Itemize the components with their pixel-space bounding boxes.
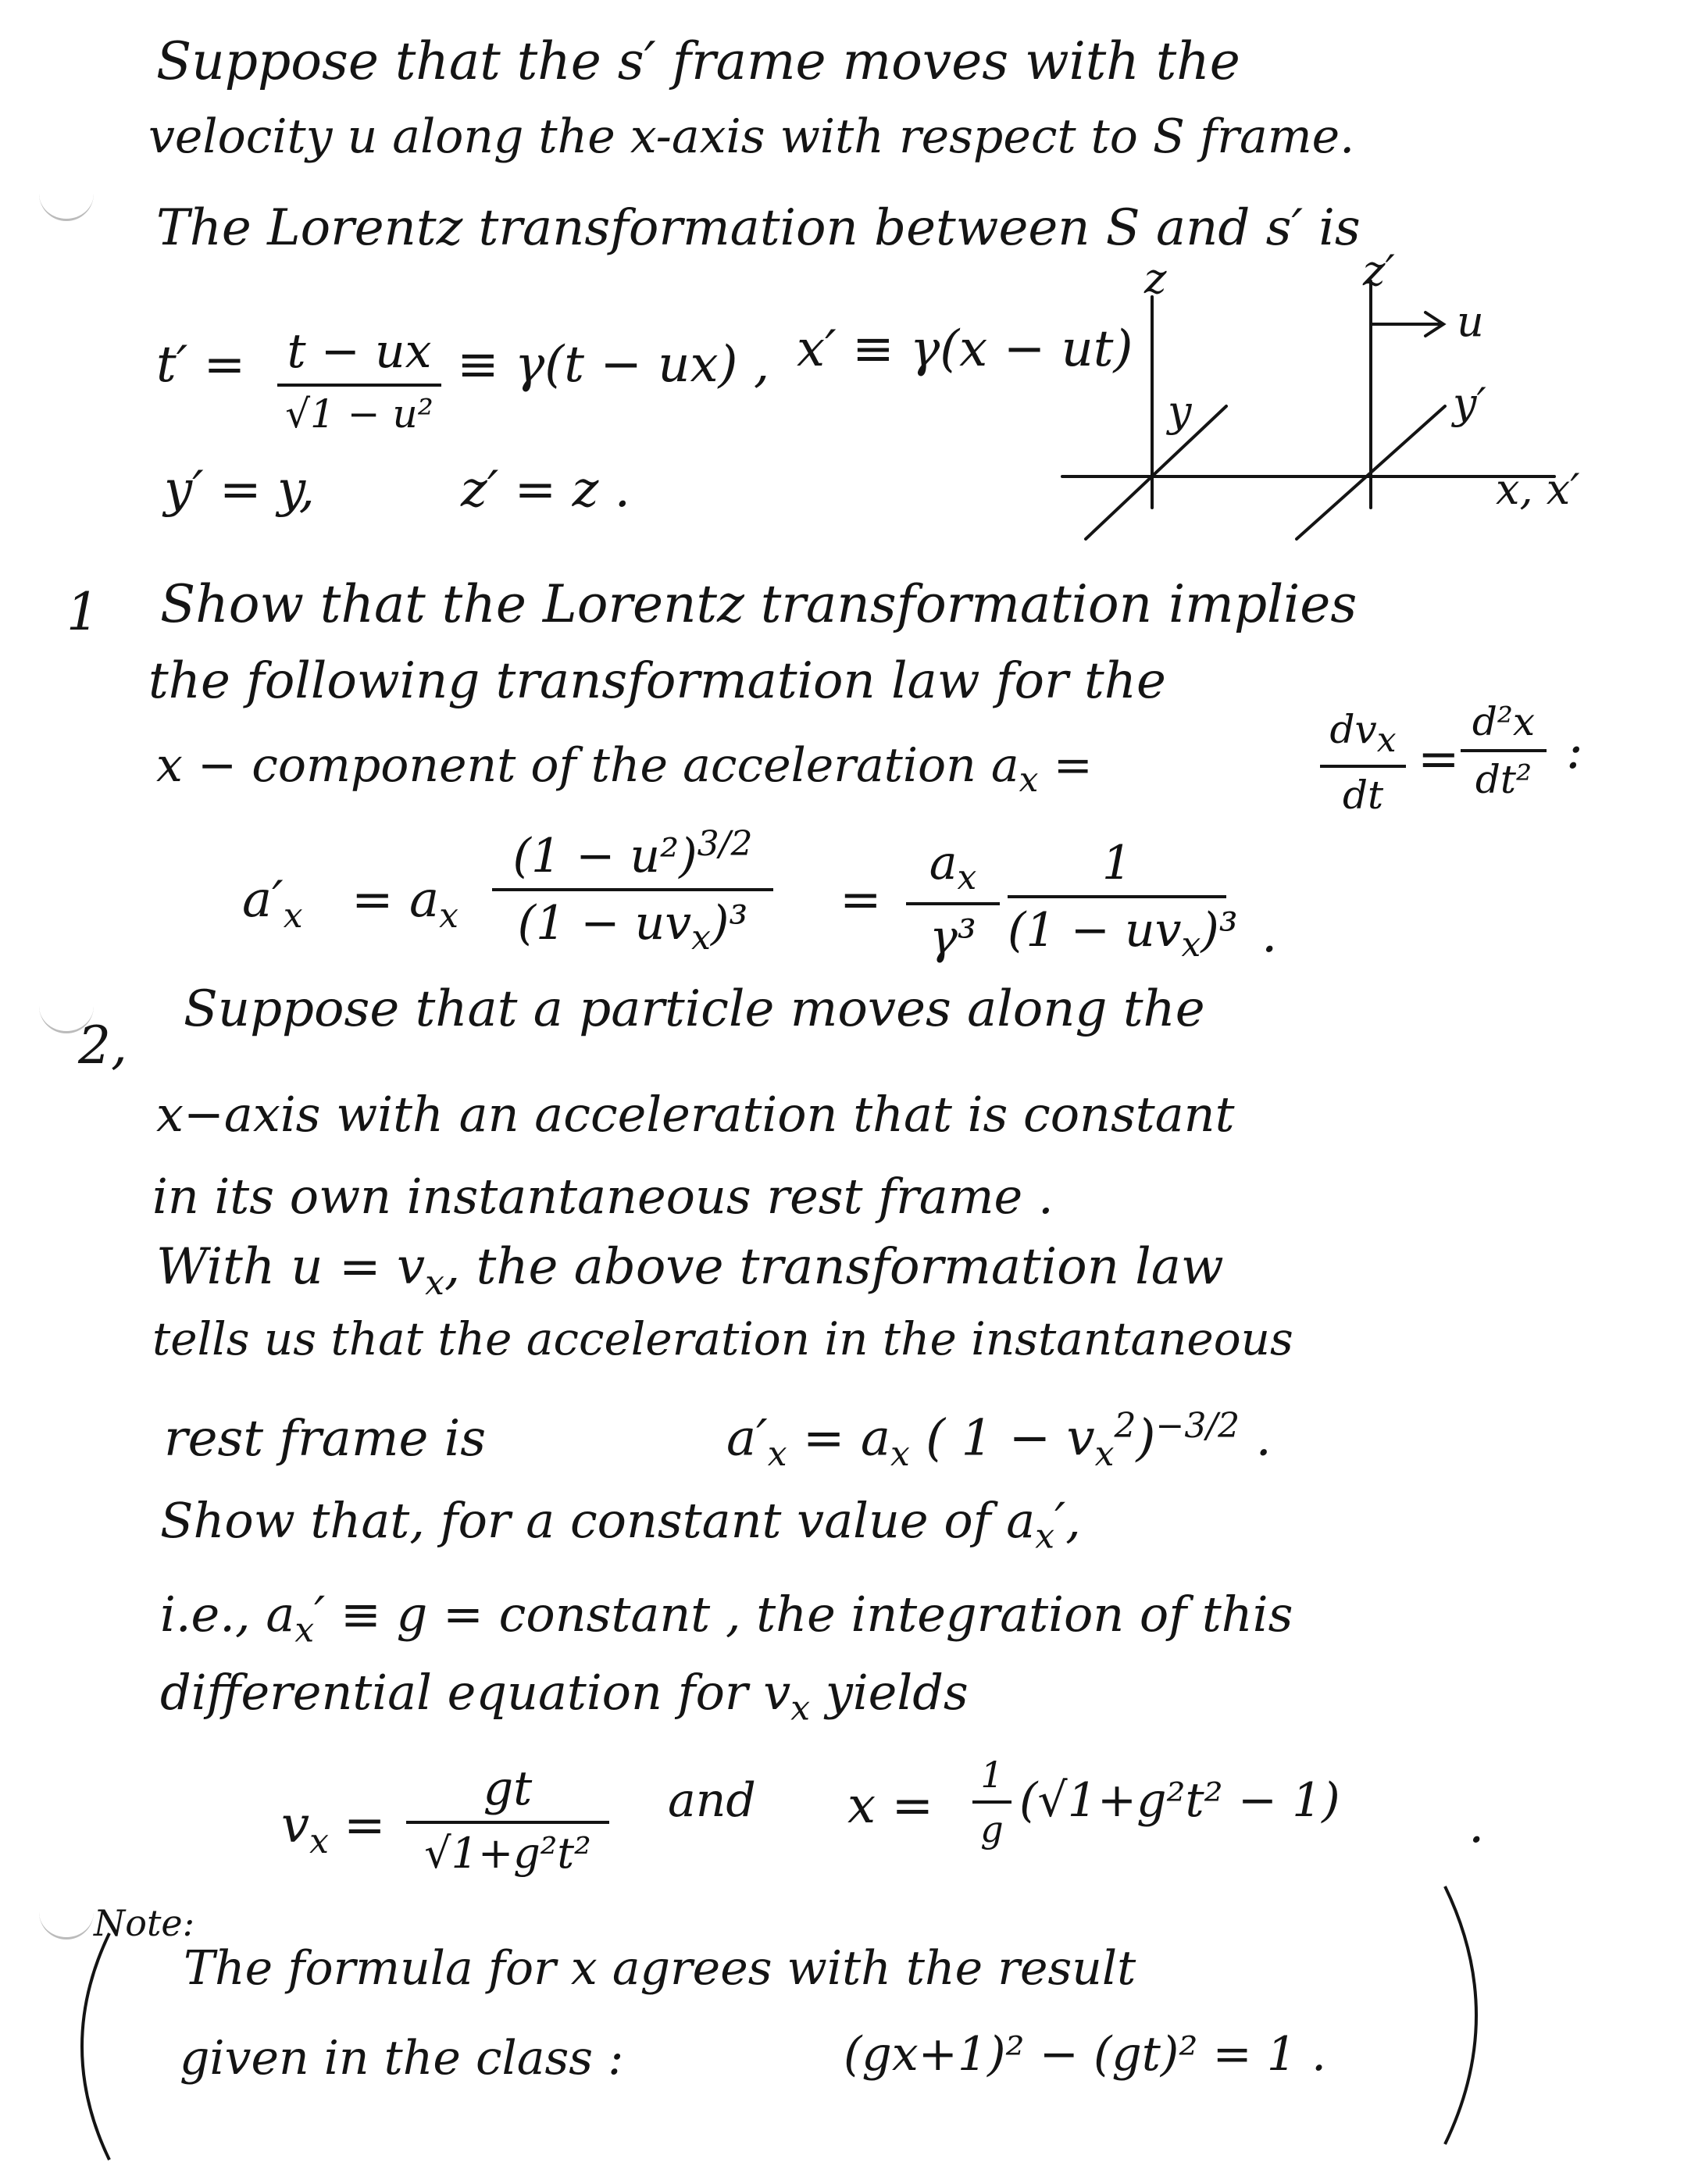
problem-1-line-2: the following transformation law for the [148,652,1166,710]
t-prime-fraction [277,324,441,437]
equals-sign: = [1053,738,1093,793]
velocity-result-fraction [406,1761,609,1878]
fraction-bar [492,888,773,891]
rest-frame-acceleration: $a'_x = a_x$ ( $1 - v_x^2)^{-3/2}$ . [726,1406,1272,1475]
a-prime-x: $a'_x$ [242,871,303,936]
t-prime-lhs: t′ = [156,336,246,394]
y-axis [1086,406,1226,539]
intro-line-3: The Lorentz transformation between S and s′ is [156,199,1361,257]
d2x-dt2-fraction [1461,699,1547,802]
problem-1-line-3-text: x − component of the acceleration a [156,738,1019,793]
fraction-bar [406,1821,609,1824]
fraction-bar [277,384,441,387]
diagram-y-prime-label: y′ [1453,379,1486,428]
problem-2-line-6: rest frame is [164,1410,487,1468]
fraction-bar [972,1800,1011,1804]
dv-dt-fraction [1320,707,1406,818]
position-result-coefficient: 1 g [972,1754,1011,1850]
fraction-3-numerator: 1 [1101,836,1133,890]
t-prime-rhs: ≡ γ(t − ux) , [457,336,770,394]
intro-line-1: Suppose that the s′ frame moves with the [156,31,1240,91]
acceleration-fraction-2 [906,836,1000,965]
problem-2-line-9: differential equation for $v_x$ yields [160,1664,969,1729]
intro-line-2: velocity u along the x-axis with respect to S frame. [148,109,1355,164]
problem-2-line-7: Show that, for a constant value of $a_x'$, [160,1492,1081,1557]
period: . [1261,906,1278,964]
fraction-3-denominator: $(1 - uv_x)^3$ [1008,903,1238,965]
fraction-bar [1320,765,1406,768]
x-prime-equation: x′ ≡ γ(x − ut) [797,320,1133,378]
position-result-lhs: x = [847,1777,934,1835]
acceleration-fraction-3 [1008,836,1238,965]
diagram-z-label: z [1144,254,1167,303]
position-result-body: (√1+g²t² − 1) [1019,1773,1340,1828]
frames-diagram [1039,250,1586,578]
subscript: x [1019,760,1039,800]
problem-2-line-2: x−axis with an acceleration that is constant [156,1086,1235,1143]
velocity-result-equals: = [344,1797,386,1854]
fraction-bar [1461,749,1547,752]
problem-2-line-4: With $u = v_x$, the above transformation law [156,1238,1224,1303]
y-prime-equation: y′ = y, [164,461,315,519]
t-prime-numerator: t − ux [287,324,432,379]
note-label: Note: [94,1902,195,1944]
fraction-1-denominator: $(1 - uv_x)^3$ [517,896,748,958]
note-close-paren [1437,1882,1500,2148]
position-result-period: . [1468,1797,1485,1854]
velocity-result-numerator: gt [483,1761,533,1816]
fraction-2-numerator: $a_x$ [929,836,977,898]
d2x-numerator: d²x [1472,699,1536,744]
fraction-bar [1008,895,1226,898]
dt2-denominator: dt² [1475,757,1532,802]
t-prime-denominator: √1 − u² [285,391,433,437]
problem-2-line-1: Suppose that a particle moves along the [184,980,1205,1038]
velocity-result-lhs: $v_x$ [281,1797,329,1861]
equals-a-x: = $a_x$ [351,871,458,936]
diagram-y-label: y [1168,387,1192,436]
diagram-u-label: u [1457,297,1484,346]
colon: : [1566,723,1583,780]
note-line-2: given in the class : [180,2031,624,2086]
problem-2-line-5: tells us that the acceleration in the instantaneous [152,1312,1293,1365]
velocity-result-denominator: √1+g²t² [424,1829,591,1878]
diagram-z-prime-label: z′ [1363,246,1395,295]
fraction-2-denominator: γ³ [929,910,976,965]
note-formula: (gx+1)² − (gt)² = 1 . [844,2027,1327,2082]
margin-mark [39,187,94,221]
problem-2-number: 2, [78,1015,127,1076]
acceleration-fraction-1 [492,824,773,958]
equals-sign-2: = [1418,730,1460,788]
problem-1-number: 1 [66,582,99,642]
dt-denominator: dt [1342,773,1384,818]
note-line-1: The formula for x agrees with the result [184,1941,1136,1996]
equals-sign-3: = [840,871,882,929]
z-prime-equation: z′ = z . [461,461,630,519]
problem-2-line-3: in its own instantaneous rest frame . [152,1168,1054,1225]
fraction-1-numerator: $(1 - u^2)^{3/2}$ [512,824,753,883]
problem-1-line-3 [156,738,1093,800]
diagram-x-axes-label: x, x′ [1496,465,1580,514]
problem-1-line-1: Show that the Lorentz transformation implies [160,574,1358,634]
problem-2-line-8: i.e., $a_x' \equiv g$ = constant , the integration of this [160,1586,1293,1650]
and-word: and [668,1773,756,1828]
fraction-bar [906,902,1000,905]
dv-numerator: $dv_x$ [1329,707,1397,760]
note-open-paren [55,1929,117,2164]
